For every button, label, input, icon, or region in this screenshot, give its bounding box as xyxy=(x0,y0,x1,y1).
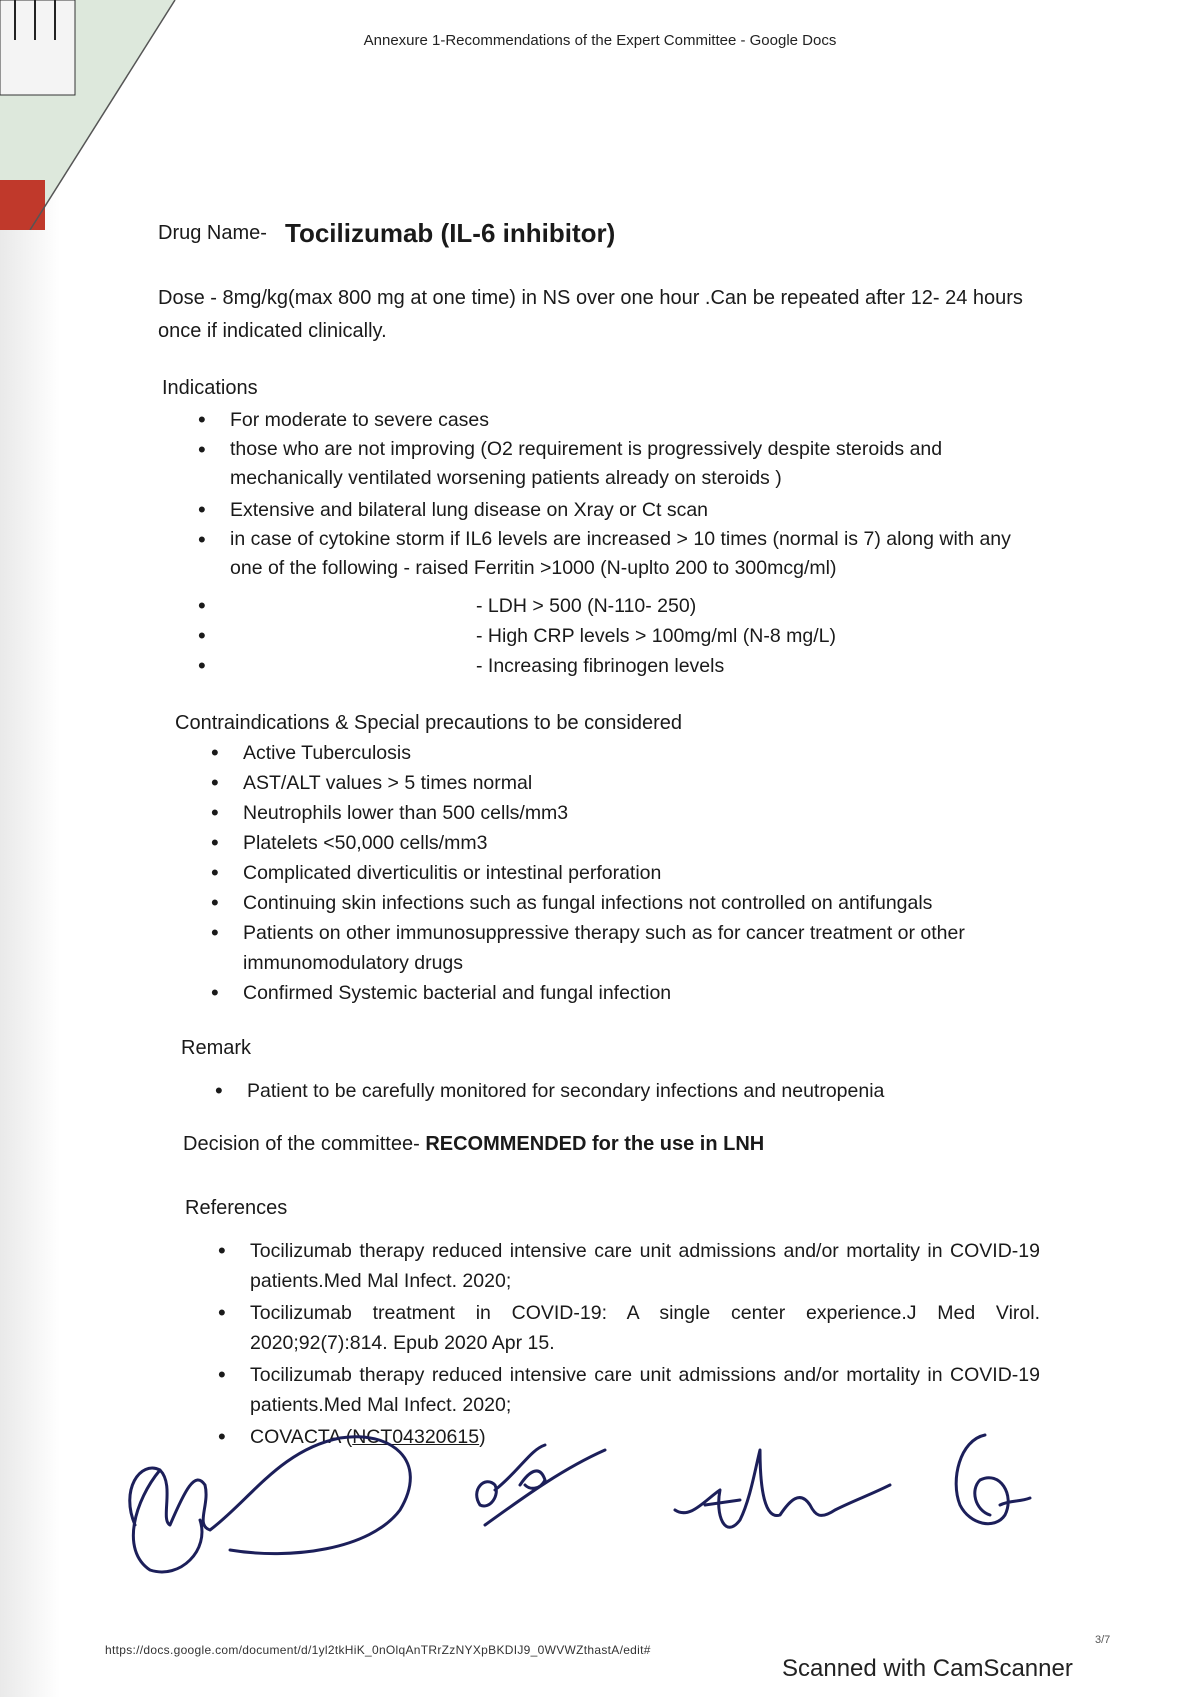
references-list xyxy=(250,1236,1040,1454)
reference-suffix: ) xyxy=(479,1426,486,1448)
dose-paragraph: Dose - 8mg/kg(max 800 mg at one time) in NS over one hour .Can be repeated after 12- 24 hours once if indicated clinically. xyxy=(158,287,1023,342)
list-item: • Platelets <50,000 cells/mm3 xyxy=(243,828,1043,858)
decision-verdict: RECOMMENDED xyxy=(425,1133,587,1155)
document-title: Annexure 1-Recommendations of the Expert Committee - Google Docs xyxy=(363,32,837,49)
reference-prefix: COVACTA ( xyxy=(250,1426,353,1448)
indications-heading: Indications xyxy=(162,377,258,399)
signature-4 xyxy=(956,1435,1030,1524)
committee-decision xyxy=(183,1133,764,1156)
signature-1 xyxy=(130,1437,411,1572)
signature-2 xyxy=(477,1445,605,1525)
trial-link[interactable]: NCT04320615 xyxy=(352,1426,480,1448)
list-item: • Neutrophils lower than 500 cells/mm3 xyxy=(243,798,1043,828)
list-item xyxy=(230,591,1038,621)
list-item: • Tocilizumab treatment in COVID-19: A single center experience.J Med Virol. 2020;92(7):814. Epub 2020 Apr 15. xyxy=(250,1298,1040,1358)
committee-signatures xyxy=(100,1430,1100,1600)
list-item: • Active Tuberculosis xyxy=(243,738,1043,768)
contraindications-heading: Contraindications & Special precautions to be considered xyxy=(175,712,682,734)
sub-item-text: • - Increasing fibrinogen levels xyxy=(476,655,725,677)
list-item: • AST/ALT values > 5 times normal xyxy=(243,768,1043,798)
drug-name: Tocilizumab (IL-6 inhibitor) xyxy=(285,218,616,248)
sub-item-text: • - LDH > 500 (N-110- 250) xyxy=(476,595,697,617)
list-item: • Patient to be carefully monitored for secondary infections and neutropenia xyxy=(247,1076,1047,1106)
list-item: • those who are not improving (O2 requirement is progressively despite steroids and mechanically ventilated worsening patients already on steroids ) xyxy=(230,435,1038,493)
list-item xyxy=(230,651,1038,681)
list-item: • Continuing skin infections such as fungal infections not controlled on antifungals xyxy=(243,888,1043,918)
indications-sub-list xyxy=(230,591,1038,681)
remark-heading: Remark xyxy=(181,1037,252,1059)
indications-list xyxy=(230,405,1038,585)
decision-prefix: Decision of the committee- xyxy=(183,1133,420,1155)
list-item: • For moderate to severe cases xyxy=(230,405,1038,435)
print-footer-url: https://docs.google.com/document/d/1yl2tkHiK_0nOlqAnTRrZzNYXpBKDIJ9_0WVWZthastA/edit# xyxy=(105,1643,651,1657)
signature-3 xyxy=(675,1450,890,1527)
references-heading: References xyxy=(185,1197,288,1219)
list-item: • Complicated diverticulitis or intestinal perforation xyxy=(243,858,1043,888)
sub-item-text: • - High CRP levels > 100mg/ml (N-8 mg/L) xyxy=(476,625,836,647)
list-item: • Tocilizumab therapy reduced intensive care unit admissions and/or mortality in COVID-19 patients.Med Mal Infect. 2020; xyxy=(250,1236,1040,1296)
page-edge-shadow xyxy=(0,0,60,1697)
camscanner-watermark: Scanned with CamScanner xyxy=(782,1655,1073,1682)
list-item: • Extensive and bilateral lung disease on Xray or Ct scan xyxy=(230,495,1038,525)
list-item: • Tocilizumab therapy reduced intensive care unit admissions and/or mortality in COVID-19 patients.Med Mal Infect. 2020; xyxy=(250,1360,1040,1420)
decision-suffix: for the use in LNH xyxy=(592,1133,765,1155)
page-number: 3/7 xyxy=(1095,1634,1111,1646)
list-item xyxy=(230,621,1038,651)
list-item: • Patients on other immunosuppressive therapy such as for cancer treatment or other immunomodulatory drugs xyxy=(243,918,1043,978)
list-item: • in case of cytokine storm if IL6 levels are increased > 10 times (normal is 7) along with any one of the following - raised Ferritin >1000 (N-uplto 200 to 300mcg/ml) xyxy=(230,525,1038,583)
drug-name-label: Drug Name- xyxy=(158,222,267,244)
remark-list xyxy=(247,1076,1047,1106)
contraindications-list xyxy=(243,738,1043,1008)
list-item: • Confirmed Systemic bacterial and fungal infection xyxy=(243,978,1043,1008)
